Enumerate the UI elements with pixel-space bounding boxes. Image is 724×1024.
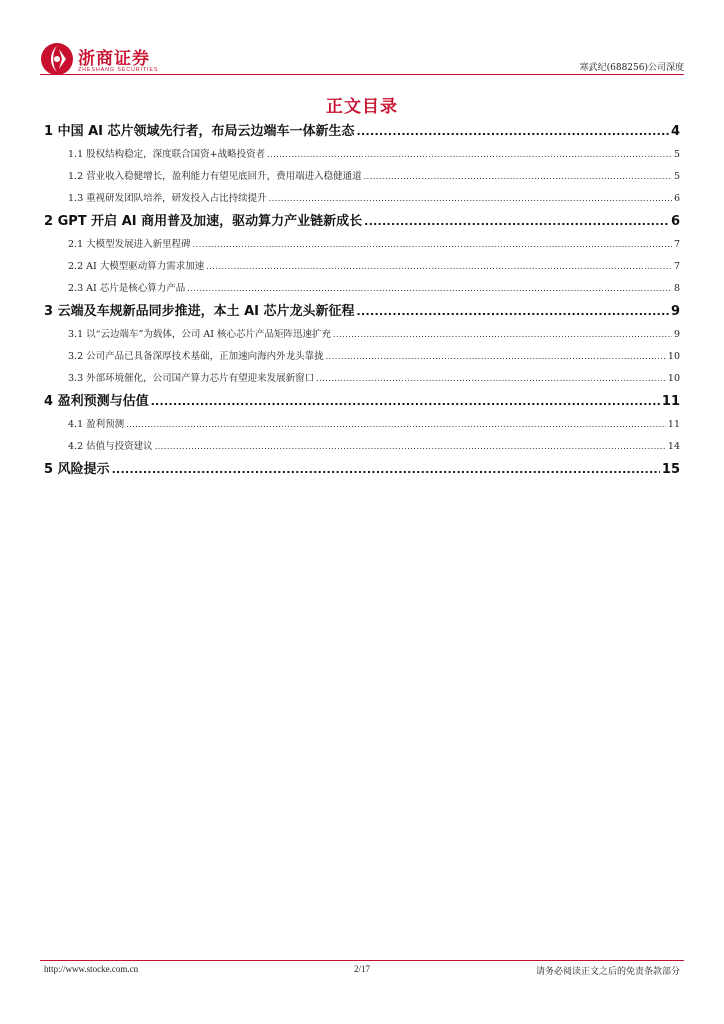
toc-entry-text: 2 GPT 开启 AI 商用普及加速，驱动算力产业链新成长 [44,214,363,229]
toc-entry-page: 14 [667,441,680,452]
toc-leader-dots [364,166,672,188]
toc-leader-dots [333,324,672,346]
zheshang-logo-icon [40,42,74,76]
toc-entry-page: 11 [661,394,680,409]
toc-entry-page: 8 [673,283,680,294]
logo-name: 浙商证券 [78,49,150,69]
footer-disclaimer: 请务必阅读正文之后的免责条款部分 [535,967,680,977]
toc-leader-dots [364,210,669,234]
toc-chapter-entry[interactable] [44,458,680,482]
toc-section-entry[interactable] [44,278,680,300]
toc-entry-page: 7 [673,261,680,272]
toc-chapter-entry[interactable] [44,120,680,144]
toc-entry-text: 2.1 大模型发展进入新里程碑 [68,239,191,250]
toc-entry-page: 11 [667,419,680,430]
toc-leader-dots [193,234,672,256]
toc-leader-dots [326,346,666,368]
toc-entry-text: 1.3 重视研发团队培养，研发投入占比持续提升 [68,193,267,204]
toc-section-entry[interactable] [44,234,680,256]
toc-section-entry[interactable] [44,144,680,166]
toc-entry-text: 3.2 公司产品已具备深厚技术基础，正加速向海内外龙头靠拢 [68,351,324,362]
toc-section-entry[interactable] [44,368,680,390]
toc-leader-dots [357,120,669,144]
toc-entry-page: 4 [670,124,680,139]
toc-section-entry[interactable] [44,436,680,458]
toc-leader-dots [187,278,672,300]
toc-entry-text: 1.1 股权结构稳定，深度联合国资+战略投资者 [68,149,266,160]
toc-entry-text: 3.1 以“云边端车”为载体，公司 AI 核心芯片产品矩阵迅速扩充 [68,329,331,340]
toc-entry-page: 7 [673,239,680,250]
toc-entry-text: 1 中国 AI 芯片领域先行者，布局云边端车一体新生态 [44,124,355,139]
footer-url[interactable]: http://www.stocke.com.cn [44,964,139,974]
toc-entry-page: 6 [673,193,680,204]
toc-chapter-entry[interactable] [44,210,680,234]
toc-entry-text: 1.2 营业收入稳健增长，盈利能力有望见底回升，费用端进入稳健通道 [68,171,362,182]
toc-entry-page: 5 [673,171,680,182]
toc-entry-page: 10 [667,351,680,362]
toc-section-entry[interactable] [44,324,680,346]
toc-leader-dots [206,256,672,278]
toc-section-entry[interactable] [44,188,680,210]
toc-section-entry[interactable] [44,256,680,278]
table-of-contents [44,120,680,482]
toc-leader-dots [155,436,666,458]
toc-leader-dots [316,368,666,390]
toc-entry-text: 3 云端及车规新品同步推进，本土 AI 芯片龙头新征程 [44,304,355,319]
toc-entry-page: 15 [661,462,680,477]
toc-entry-text: 4 盈利预测与估值 [44,394,149,409]
toc-entry-page: 5 [673,149,680,160]
toc-leader-dots [126,414,666,436]
toc-chapter-entry[interactable] [44,390,680,414]
report-tag: 寒武纪(688256)公司深度 [579,63,684,73]
page-footer [44,964,680,978]
toc-leader-dots [267,144,672,166]
toc-section-entry[interactable] [44,346,680,368]
toc-leader-dots [112,458,660,482]
toc-entry-text: 4.1 盈利预测 [68,419,125,430]
toc-chapter-entry[interactable] [44,300,680,324]
toc-entry-page: 10 [667,373,680,384]
toc-leader-dots [151,390,660,414]
footer-page-number: 2/17 [353,964,370,974]
toc-entry-text: 2.3 AI 芯片是核心算力产品 [68,283,186,294]
toc-entry-page: 6 [670,214,680,229]
header-divider [40,74,684,75]
toc-title: 正文目录 [326,97,398,117]
toc-leader-dots [357,300,669,324]
toc-entry-text: 4.2 估值与投资建议 [68,441,153,452]
toc-section-entry[interactable] [44,166,680,188]
toc-entry-text: 2.2 AI 大模型驱动算力需求加速 [68,261,205,272]
footer-divider [40,960,684,961]
toc-entry-page: 9 [673,329,680,340]
toc-entry-text: 3.3 外部环境催化，公司国产算力芯片有望迎来发展新窗口 [68,373,315,384]
toc-entry-page: 9 [670,304,680,319]
toc-entry-text: 5 风险提示 [44,462,110,477]
logo-subtitle: ZHESHANG SECURITIES [78,67,159,73]
toc-section-entry[interactable] [44,414,680,436]
toc-leader-dots [269,188,672,210]
